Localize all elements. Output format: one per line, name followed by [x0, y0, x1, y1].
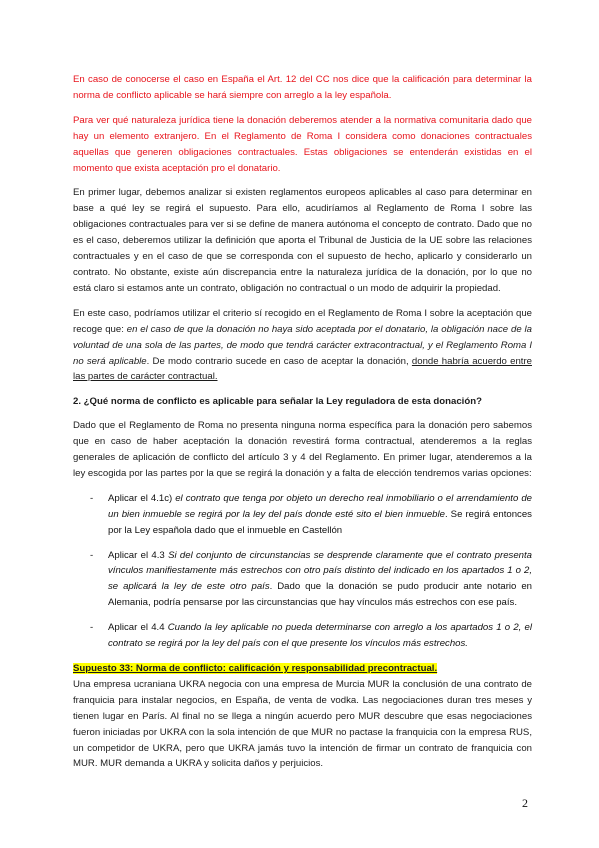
option-quote: Si del conjunto de circunstancias se desprende claramente que el contrato presenta vínculos manifiestamente más estrechos con otro país distinto del indicado en los apartados 1 o 2, se aplicará la ley de este otro país	[108, 549, 532, 593]
list-item	[73, 548, 532, 612]
option-quote: el contrato que tenga por objeto un derecho real inmobiliario o el arrendamiento de un bien inmueble se regirá por la ley del país donde esté sito el bien inmueble	[108, 492, 532, 520]
highlighted-case-title: Supuesto 33: Norma de conflicto: calificación y responsabilidad precontractual.	[73, 663, 438, 674]
options-list	[73, 491, 532, 652]
option-tail: . Dado que la donación se pudo producir ante notario en Alemania, podría pensarse por las circunstancias que hay vínculos más estrechos con ese país.	[108, 581, 533, 609]
paragraph-reglas-generales: Dado que el Reglamento de Roma no presenta ninguna norma específica para la donación pero sabemos que en caso de haber aceptación la donación revestirá forma contractual, atenderemos a la reglas generales de aplicación de conflicto del artículo 3 y 4 del Reglamento. En primer lugar, atenderemos a la ley escogida por las partes por la que se regirá la donación y a falta de elección tendremos varias opciones:	[73, 420, 532, 479]
section-heading: 2. ¿Qué norma de conflicto es aplicable para señalar la Ley reguladora de esta donación?	[73, 396, 482, 408]
text-run: . De modo contrario sucede en caso de aceptar la donación,	[146, 355, 412, 367]
underlined-text: donde habría acuerdo entre las partes de carácter contractual.	[73, 355, 532, 383]
text-run: En este caso, podríamos utilizar el criterio sí recogido en el Reglamento de Roma I sobre la aceptación que recoge que:	[73, 307, 532, 335]
option-tail: . Se regirá entonces por la Ley española dado que el inmueble en Castellón	[108, 508, 532, 536]
list-item	[73, 620, 532, 652]
paragraph-reglamentos-europeos: En primer lugar, debemos analizar si existen reglamentos europeos aplicables al caso para determinar en base a qué ley se regirá el supuesto. Para ello, acudiríamos al Reglamento de Roma I sobre las obligaciones contractuales para ver si se define de manera autónoma el concepto de contrato. Dado que no es el caso, deberemos utilizar la definición que aporta el Tribunal de Justicia de la UE sobre las relaciones contractuales y en el caso de que se corresponda con el supuesto de hecho, aplicarlo y considerarlo un contrato. No obstante, existe aún discrepancia entre la naturaleza jurídica de la donación, por lo que no está claro si estamos ante un contrato, obligación no contractual o un modo de adquirir la propiedad.	[73, 187, 532, 294]
page-content	[73, 72, 532, 781]
paragraph-case-statement: Una empresa ucraniana UKRA negocia con una empresa de Murcia MUR la conclusión de una contrato de franquicia para instalar negocios, en España, de venta de vodka. Las negociaciones duran tres meses y tienen lugar en París. Al final no se llega a ningún acuerdo pero MUR descubre que esas negociaciones fueron iniciadas por UKRA con la sola intención de que MUR no pactase la franquicia con la empresa RUS, un competidor de UKRA, pero que UKRA jamás tuvo la intención de firmar un contrato de franquicia con MUR. MUR demanda a UKRA y solicita daños y perjuicios.	[73, 678, 532, 770]
option-lead: Aplicar el 4.3	[108, 549, 169, 561]
page-number: 2	[522, 796, 528, 810]
list-item	[73, 491, 532, 539]
paragraph-criterio-aceptacion	[73, 306, 532, 386]
italic-quote: en el caso de que la donación no haya sido aceptada por el donatario, la obligación nace de la voluntad de una sola de las partes, de modo que tendrá carácter extracontractual, y el Reglamento Roma I no será aplicable	[73, 323, 532, 367]
dash-bullet: -	[90, 492, 94, 504]
case-title-line	[73, 661, 532, 677]
paragraph-naturaleza-juridica: Para ver qué naturaleza jurídica tiene la donación deberemos atender a la normativa comunitaria dado que hay un elemento extranjero. En el Reglamento de Roma I considera como donaciones contractuales aquellas que generen obligaciones contractuales. Estas obligaciones se entenderán existidas en el momento que exista aceptación pro el donatario.	[73, 114, 532, 174]
option-lead: Aplicar el 4.4	[108, 622, 168, 634]
dash-bullet: -	[90, 622, 94, 634]
paragraph-calificacion-espana: En caso de conocerse el caso en España el Art. 12 del CC nos dice que la calificación para determinar la norma de conflicto aplicable se hará siempre con arreglo a la ley española.	[73, 74, 532, 101]
option-lead: Aplicar el 4.1c)	[108, 492, 176, 504]
dash-bullet: -	[90, 549, 94, 561]
option-quote: Cuando la ley aplicable no pueda determinarse con arreglo a los apartados 1 o 2, el contrato se regirá por la ley del país con el que presente los vínculos más estrechos.	[108, 622, 532, 650]
